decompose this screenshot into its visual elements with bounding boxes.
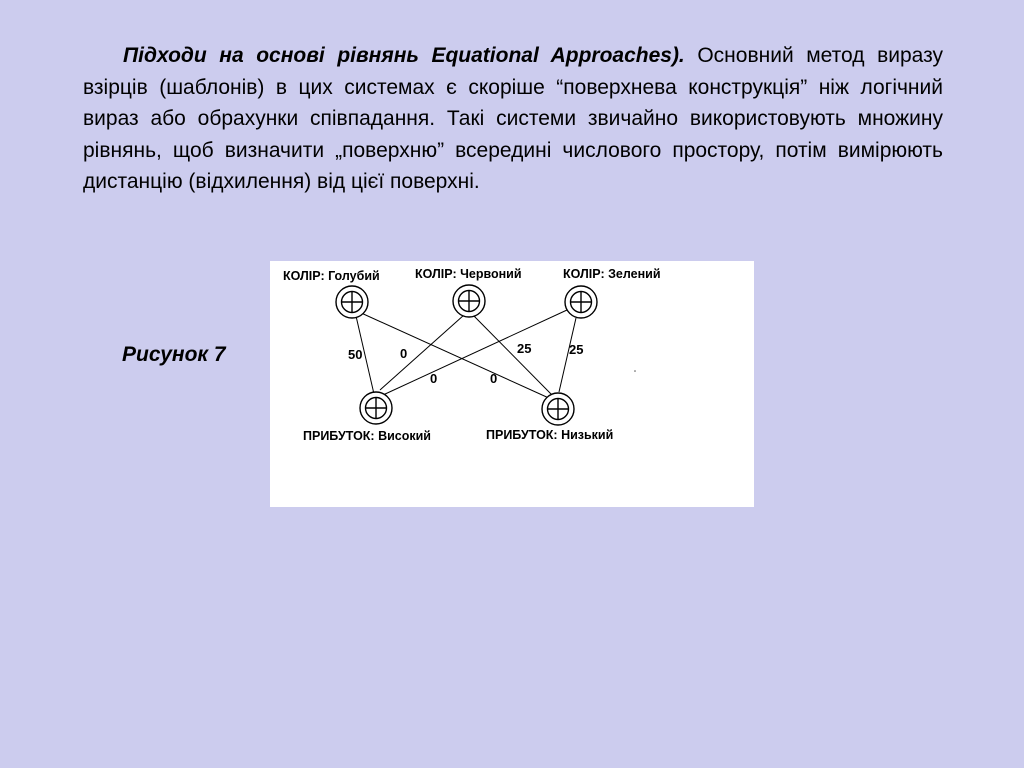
node-low (542, 393, 574, 425)
node-label-green: КОЛІР: Зелений (563, 267, 661, 281)
network-diagram (270, 261, 754, 507)
stray-dot (634, 370, 636, 372)
figure-label: Рисунок 7 (122, 343, 226, 366)
node-red (453, 285, 485, 317)
edge-weight-red-low: 25 (517, 341, 532, 356)
node-blue (336, 286, 368, 318)
edges (356, 310, 576, 399)
body-paragraph (83, 40, 943, 198)
node-label-low: ПРИБУТОК: Низький (486, 428, 614, 442)
paragraph-lead: Підходи на основі рівнянь Equational Approaches). (123, 44, 685, 67)
node-label-high: ПРИБУТОК: Високий (303, 429, 431, 443)
edge-red-low (471, 313, 553, 396)
edge-weight-red-high: 0 (400, 346, 408, 361)
network-diagram-svg (270, 261, 754, 507)
edge-red-high (380, 315, 464, 390)
node-high (360, 392, 392, 424)
paragraph-body: Основний метод виразу взірців (шаблонів) в цих системах є скоріше “поверхнева конструкція” ніж логічний вираз або обрахунки співпадання. Такі системи звичайно використовують множину рівнянь, щоб визначити „поверхню” всередині числового простору, потім вимірюють дистанцію (відхилення) від цієї поверхні. (83, 44, 943, 193)
edge-weight-green-high: 0 (430, 371, 438, 386)
node-label-red: КОЛІР: Червоний (415, 267, 522, 281)
edge-weight-blue-high: 50 (348, 347, 363, 362)
node-label-blue: КОЛІР: Голубий (283, 269, 380, 283)
node-green (565, 286, 597, 318)
edge-weight-blue-low: 0 (490, 371, 498, 386)
edge-weight-green-low: 25 (569, 342, 584, 357)
